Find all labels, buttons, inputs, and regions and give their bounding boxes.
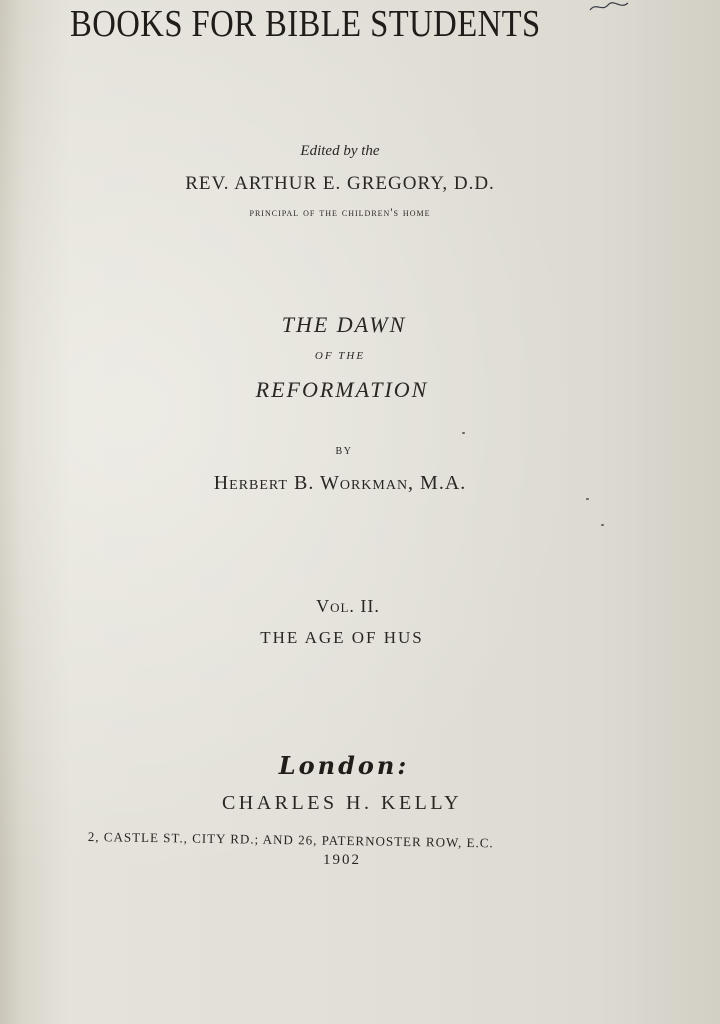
volume-title: THE AGE OF HUS: [260, 628, 424, 647]
editor-name: REV. ARTHUR E. GREGORY, D.D.: [185, 173, 495, 194]
paper-speck: [601, 524, 604, 526]
book-title-connector: OF THE: [314, 350, 366, 362]
publisher-address: 2, CASTLE ST., CITY RD.; AND 26, PATERNOSTER ROW, E.C.: [87, 829, 494, 851]
editor-role: principal of the children's home: [249, 205, 431, 219]
publication-place: London:: [278, 751, 410, 780]
paper-speck: [462, 432, 465, 434]
publication-year: 1902: [323, 852, 361, 868]
book-title-line2: REFORMATION: [255, 377, 429, 402]
volume-number: Vol. II.: [316, 596, 380, 616]
paper-speck: [586, 498, 589, 500]
series-title: BOOKS FOR BIBLE STUDENTS: [70, 3, 541, 45]
publisher-name: CHARLES H. KELLY: [221, 792, 463, 814]
by-label: BY: [335, 446, 353, 457]
book-title-line1: THE DAWN: [281, 312, 407, 337]
edited-by-line: Edited by the: [300, 143, 380, 159]
pencil-mark: [588, 0, 630, 14]
author-name: Herbert B. Workman, M.A.: [213, 472, 467, 494]
